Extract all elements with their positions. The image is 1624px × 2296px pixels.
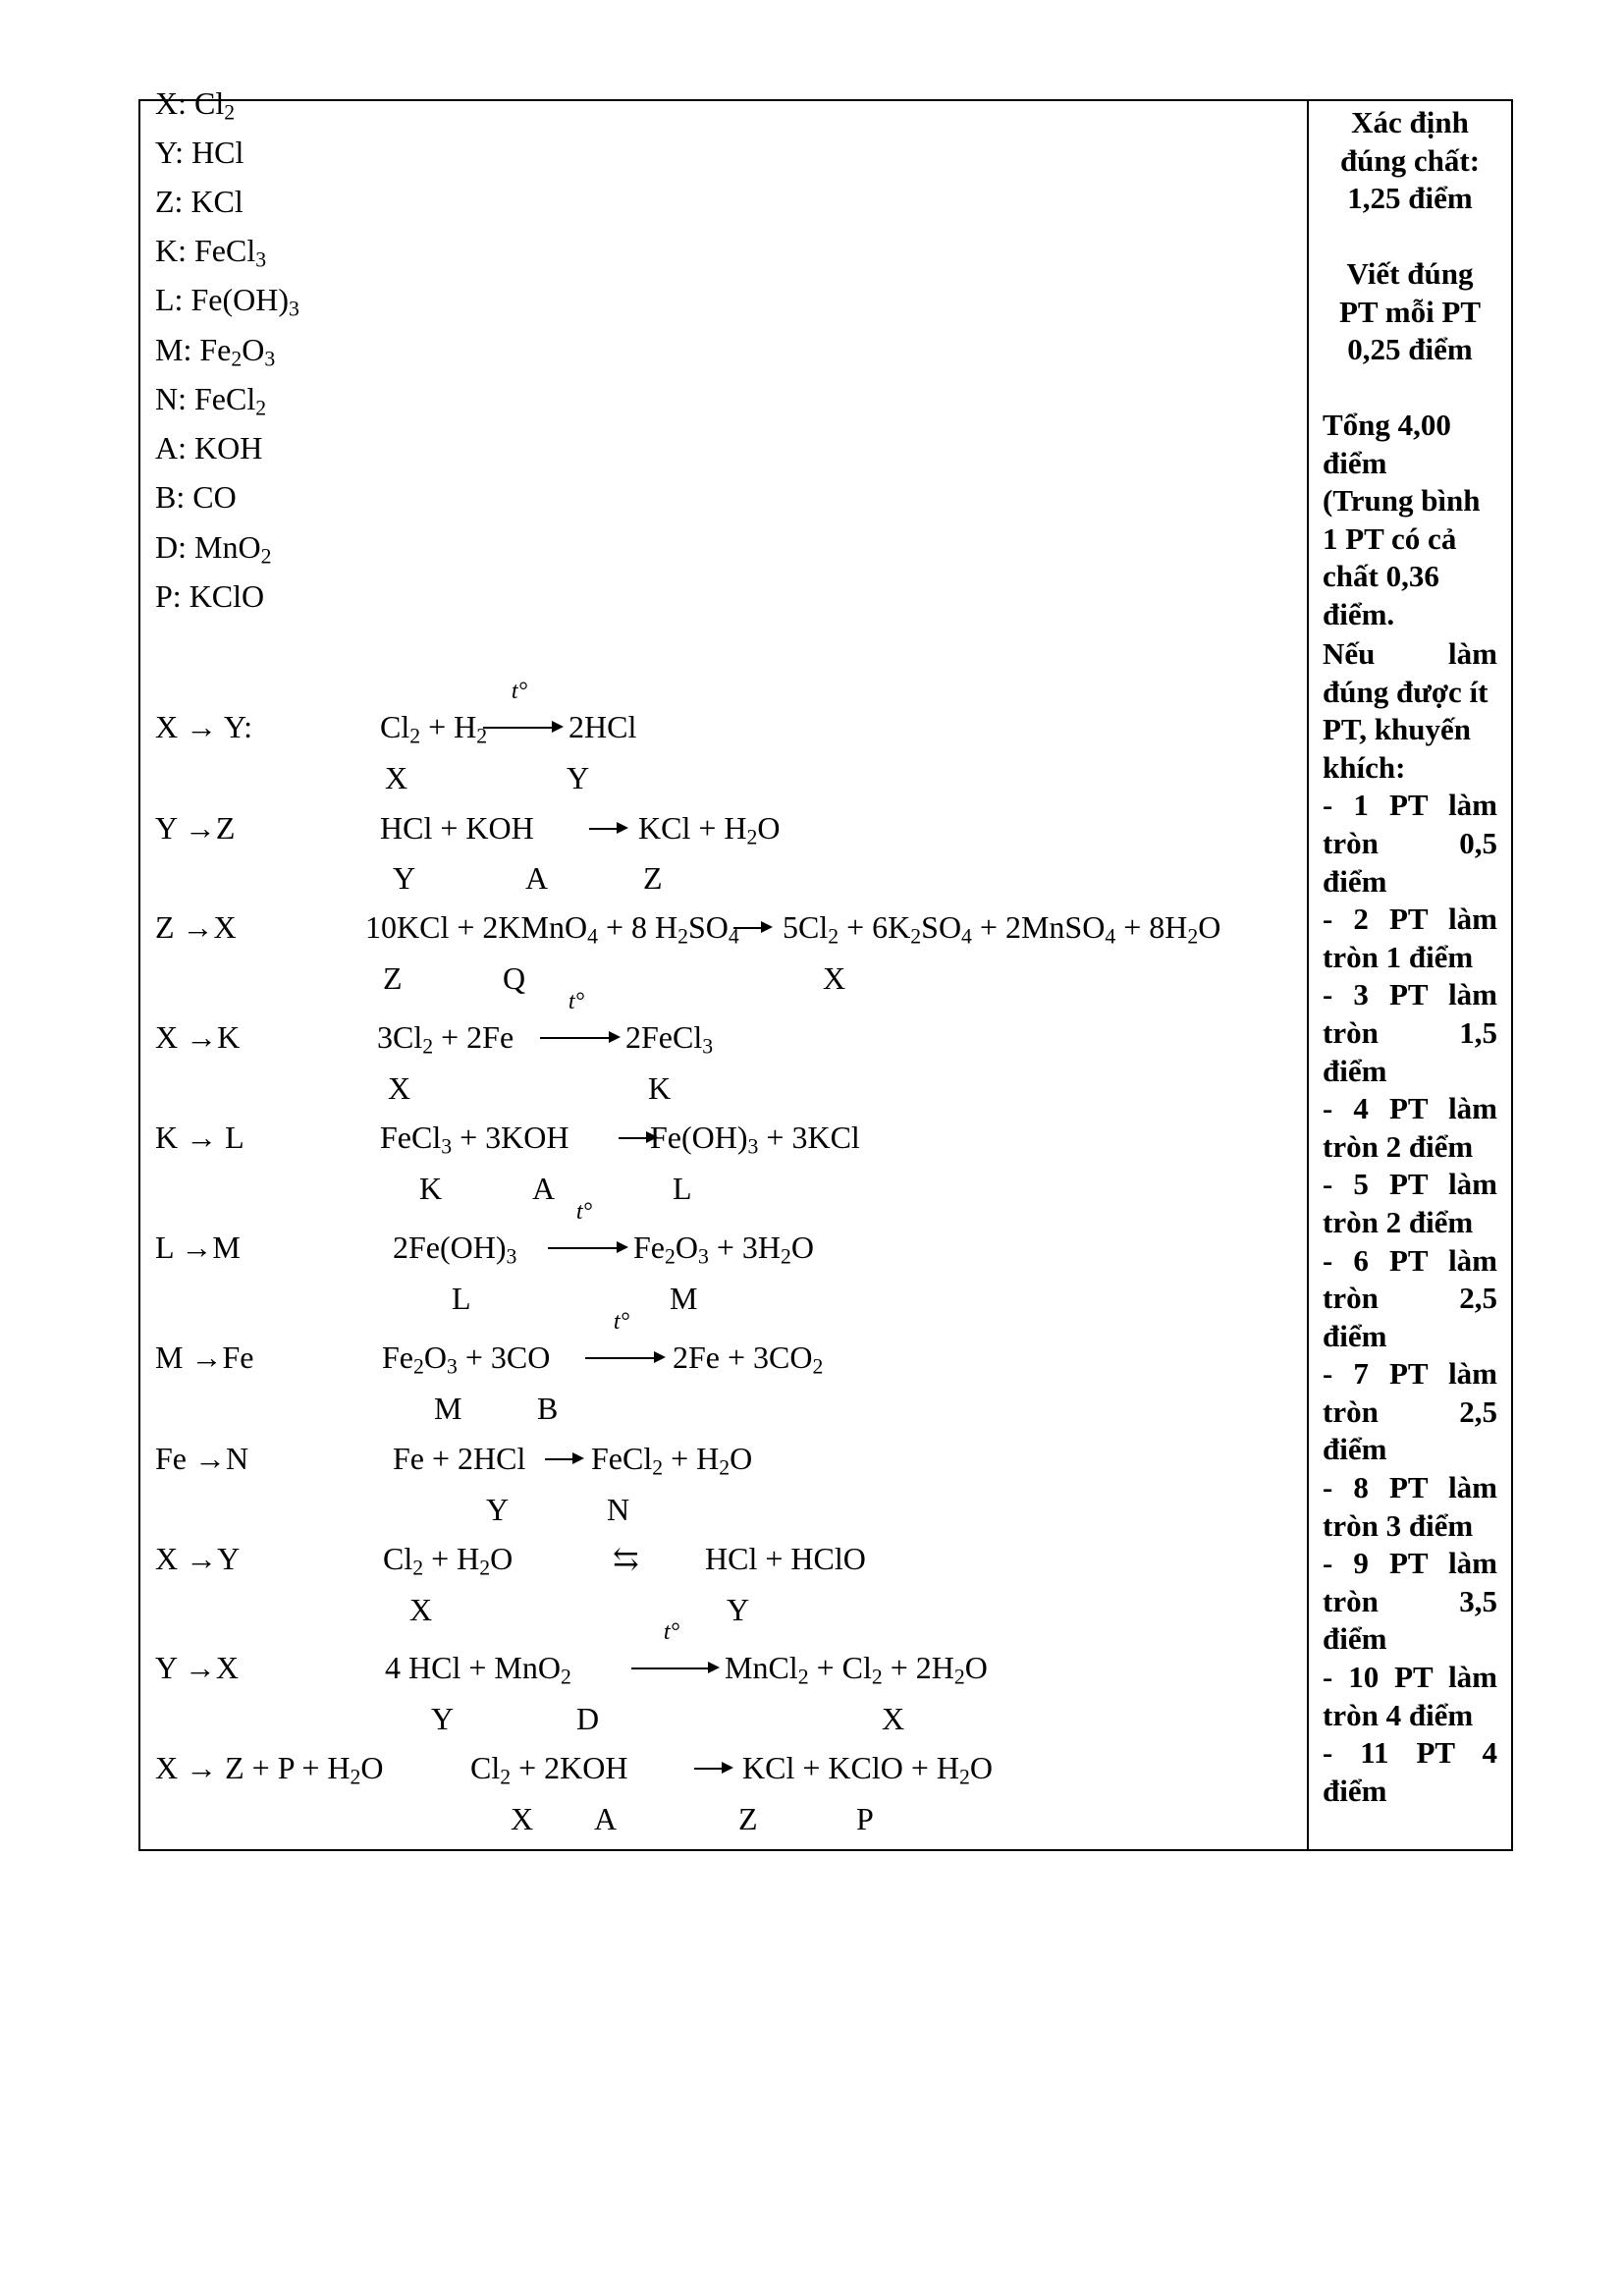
species-letter: A [525, 860, 549, 896]
reaction-arrow-icon [589, 813, 628, 843]
scoring-line: chất 0,36 [1323, 559, 1439, 594]
formula-text: + 3CO [457, 1339, 551, 1375]
subscript: 3 [506, 1244, 517, 1269]
formula-text: X →K [155, 1019, 241, 1055]
formula-text: + 2KOH [511, 1750, 628, 1785]
scoring-rule-line: - 4 PT làm [1323, 1091, 1497, 1126]
formula-text: KClO [189, 578, 265, 614]
formula-text: KCl + KClO + H [742, 1750, 959, 1785]
formula-text: O [790, 1230, 814, 1265]
formula-text: X → Y: [155, 709, 252, 744]
formula-text: + 2Fe [433, 1019, 514, 1055]
formula-text: Cl [470, 1750, 501, 1785]
subscript: 3 [702, 1034, 714, 1059]
scoring-rule-line: Nếu làm [1323, 636, 1497, 671]
definition-row [155, 381, 267, 420]
scoring-line: đúng chất: [1339, 142, 1481, 178]
formula-text: 10KCl + 2KMnO [365, 909, 588, 945]
scoring-rule-line: PT, khuyến [1323, 712, 1472, 747]
definition-row [155, 135, 244, 170]
scoring-rule-line: tròn 2 điểm [1323, 1128, 1474, 1164]
answer-column [140, 85, 1307, 1849]
reactants [393, 1441, 525, 1476]
formula-text: 2FeCl [625, 1019, 703, 1055]
answer-table [138, 85, 1513, 1851]
species-letter: X [388, 1070, 411, 1106]
species-letter: B [537, 1391, 559, 1426]
scoring-rule-line: khích: [1323, 749, 1406, 785]
formula-text: FeCl [194, 381, 256, 416]
subscript: 2 [797, 1665, 809, 1689]
definition-symbol: P: [155, 578, 189, 614]
species-letter: Y [393, 860, 416, 896]
subscript: 2 [255, 396, 267, 420]
species-letter: N [607, 1492, 630, 1527]
scoring-rule-line: tròn 2,5 [1323, 1281, 1497, 1316]
subscript: 2 [560, 1665, 571, 1689]
subscript: 2 [231, 347, 243, 371]
formula-text: + 2H [882, 1650, 954, 1685]
species-letter: A [594, 1801, 618, 1836]
formula-text: FeCl [194, 233, 256, 268]
species-letter: Q [503, 960, 526, 996]
reactants [470, 1750, 628, 1789]
reaction-label [155, 810, 235, 846]
scoring-rule-line: - 10 PT làm [1323, 1660, 1497, 1695]
subscript: 4 [1105, 924, 1116, 949]
subscript: 2 [719, 1455, 731, 1480]
heat-condition: t° [575, 1199, 593, 1225]
reaction-label [155, 1441, 248, 1476]
scoring-line: 0,25 điểm [1347, 332, 1473, 366]
products [625, 1019, 714, 1059]
scoring-line: Xác định [1351, 105, 1469, 139]
scoring-rule-line: - 6 PT làm [1323, 1242, 1497, 1278]
reaction-label [155, 1650, 239, 1685]
subscript: 2 [781, 1244, 791, 1269]
species-letter: Y [727, 1592, 750, 1627]
scoring-line: PT mỗi PT [1338, 294, 1482, 329]
formula-text: Y →X [155, 1650, 240, 1685]
formula-text: Fe [199, 332, 232, 367]
scoring-block [1309, 104, 1511, 218]
subscript: 2 [479, 1556, 491, 1580]
scoring-line: 1 PT có cả [1323, 520, 1457, 556]
subscript: 2 [413, 1354, 424, 1379]
scoring-line: điểm [1323, 445, 1387, 480]
scoring-line: 1,25 điểm [1347, 181, 1473, 215]
reaction-arrow-icon [545, 1444, 584, 1473]
species-letter: Y [567, 760, 590, 795]
subscript: 2 [476, 724, 488, 748]
products [673, 1339, 824, 1379]
scoring-rule-line: - 8 PT làm [1323, 1470, 1497, 1505]
definition-row [155, 233, 267, 272]
formula-text: O [242, 332, 265, 367]
formula-text: + Cl [808, 1650, 872, 1685]
scoring-rule-line: tròn 2,5 [1323, 1394, 1497, 1429]
reaction-label [155, 1120, 244, 1155]
formula-text: O [423, 1339, 447, 1375]
formula-text: 3Cl [377, 1019, 423, 1055]
species-letter: Z [643, 860, 663, 896]
reactants [365, 909, 739, 949]
reaction-arrow-icon [733, 912, 773, 942]
scoring-rule-line: tròn 1 điểm [1323, 939, 1474, 974]
formula-text: CO [192, 479, 237, 515]
formula-text: O [969, 1750, 993, 1785]
definition-symbol: L: [155, 282, 191, 317]
formula-text: Fe(OH) [190, 282, 289, 317]
formula-text: 2HCl [568, 709, 637, 744]
formula-text: Y →Z [155, 810, 236, 846]
definition-symbol: B: [155, 479, 193, 515]
scoring-rule-line: tròn 4 điểm [1323, 1697, 1474, 1732]
subscript: 2 [871, 1665, 883, 1689]
formula-text: FeCl [380, 1120, 442, 1155]
subscript: 2 [677, 924, 688, 949]
formula-text: + H [423, 1541, 480, 1576]
scoring-rule-line: tròn 3 điểm [1323, 1507, 1474, 1543]
products [705, 1541, 866, 1576]
scoring-rule-line: - 2 PT làm [1323, 902, 1497, 937]
formula-text: HCl + KOH [380, 810, 534, 846]
reactants [380, 810, 534, 846]
reactants [380, 1120, 569, 1159]
species-letter: L [452, 1281, 471, 1316]
species-letter: X [385, 760, 408, 795]
subscript: 2 [409, 724, 421, 748]
formula-text: K → L [155, 1120, 244, 1155]
formula-text: FeCl [591, 1441, 653, 1476]
scoring-rule-line: điểm [1323, 1621, 1387, 1657]
reaction-arrow-icon [694, 1753, 733, 1782]
species-letter: Y [486, 1492, 510, 1527]
formula-text: O [1198, 909, 1221, 945]
definition-symbol: Y: [155, 135, 192, 170]
subscript: 2 [350, 1765, 361, 1789]
formula-text: O [964, 1650, 988, 1685]
reaction-label [155, 1230, 241, 1265]
subscript: 2 [224, 100, 236, 125]
definition-symbol: D: [155, 529, 194, 565]
definition-row [155, 332, 276, 371]
definition-symbol: A: [155, 430, 194, 465]
formula-text: O [730, 1441, 753, 1476]
species-letter: Z [738, 1801, 758, 1836]
subscript: 2 [910, 924, 922, 949]
formula-text: + 3H [708, 1230, 782, 1265]
scoring-rule-line: - 5 PT làm [1323, 1167, 1497, 1202]
definition-row [155, 529, 272, 569]
subscript: 2 [828, 924, 839, 949]
scoring-rule-line: điểm [1323, 1773, 1387, 1808]
formula-text: + H [663, 1441, 720, 1476]
formula-text: HCl + HClO [705, 1541, 866, 1576]
products [783, 909, 1221, 949]
formula-text: X → Z + P + H [155, 1750, 351, 1785]
definition-symbol: K: [155, 233, 194, 268]
scoring-block [1309, 255, 1511, 369]
formula-text: MnCl [725, 1650, 798, 1685]
products [725, 1650, 988, 1689]
formula-text: SO [687, 909, 729, 945]
scoring-column [1309, 101, 1511, 1849]
heat-condition: t° [568, 989, 585, 1014]
formula-text: Fe(OH) [650, 1120, 748, 1155]
scoring-rule-line: tròn 3,5 [1323, 1583, 1497, 1618]
scoring-rule-line: đúng được ít [1323, 674, 1489, 709]
products [591, 1441, 753, 1480]
products [568, 709, 636, 744]
formula-text: + 8H [1115, 909, 1188, 945]
formula-text: KCl [190, 184, 244, 219]
heat-arrow-icon [548, 1199, 628, 1262]
scoring-rule-line: tròn 2 điểm [1323, 1204, 1474, 1239]
formula-text: Z →X [155, 909, 237, 945]
formula-text: + 6K [839, 909, 911, 945]
definition-row [155, 184, 244, 219]
subscript: 2 [652, 1455, 664, 1480]
subscript: 2 [260, 544, 272, 569]
formula-text: + 3KCl [758, 1120, 860, 1155]
species-letter: X [823, 960, 846, 996]
reactants [382, 1339, 551, 1379]
formula-text: SO [921, 909, 962, 945]
scoring-line: điểm. [1323, 596, 1395, 631]
formula-text: KCl + H [638, 810, 747, 846]
heat-condition: t° [511, 679, 528, 704]
reactants [377, 1019, 514, 1059]
species-letter: L [673, 1171, 692, 1206]
reaction-label [155, 709, 252, 744]
species-letter: P [856, 1801, 874, 1836]
species-letter: X [511, 1801, 534, 1836]
subscript: 3 [446, 1354, 458, 1379]
species-letter: X [409, 1592, 433, 1627]
subscript: 2 [812, 1354, 824, 1379]
scoring-rule-line: - 7 PT làm [1323, 1356, 1497, 1392]
species-letter: D [576, 1701, 600, 1736]
species-letter: M [434, 1391, 462, 1426]
definition-symbol: Z: [155, 184, 191, 219]
reactants [385, 1650, 571, 1689]
formula-text: Fe + 2HCl [393, 1441, 526, 1476]
subscript: 2 [500, 1765, 512, 1789]
subscript: 4 [728, 924, 739, 949]
products [638, 810, 781, 849]
formula-text: KOH [194, 430, 263, 465]
formula-text: O [360, 1750, 384, 1785]
definition-symbol: X: [155, 85, 194, 121]
formula-text: MnO [194, 529, 261, 565]
species-letter: Z [383, 960, 403, 996]
formula-text: + 8 H [597, 909, 678, 945]
scoring-rule-line: tròn 0,5 [1323, 825, 1497, 860]
scoring-block [1309, 407, 1511, 634]
definition-row [155, 430, 262, 465]
subscript: 2 [746, 825, 758, 849]
formula-text: L →M [155, 1230, 241, 1265]
heat-condition: t° [613, 1309, 630, 1335]
subscript: 2 [959, 1765, 970, 1789]
formula-text: X →Y [155, 1541, 241, 1576]
definition-row [155, 479, 237, 515]
subscript: 3 [441, 1134, 453, 1159]
subscript: 3 [747, 1134, 759, 1159]
species-letter: K [419, 1171, 443, 1206]
definition-symbol: M: [155, 332, 200, 367]
formula-text: 2Fe(OH) [393, 1230, 507, 1265]
subscript: 4 [961, 924, 972, 949]
species-letter: X [882, 1701, 905, 1736]
formula-text: M →Fe [155, 1339, 254, 1375]
subscript: 2 [665, 1244, 676, 1269]
subscript: 2 [412, 1556, 424, 1580]
subscript: 3 [264, 347, 276, 371]
subscript: 3 [288, 297, 299, 321]
formula-text: Fe →N [155, 1441, 249, 1476]
scoring-rule-line: điểm [1323, 1318, 1387, 1353]
scoring-line: Viết đúng [1346, 256, 1474, 291]
formula-text: + H [420, 709, 477, 744]
scoring-rule-line: - 1 PT làm [1323, 788, 1497, 823]
formula-text: 5Cl [783, 909, 829, 945]
products [742, 1750, 993, 1789]
formula-text: + 3KOH [452, 1120, 569, 1155]
formula-text: O [757, 810, 781, 846]
scoring-rule-line: điểm [1323, 1432, 1387, 1467]
heat-arrow-icon [483, 679, 564, 741]
reaction-label [155, 1339, 253, 1375]
heat-arrow-icon [585, 1309, 666, 1372]
scoring-rule-line: - 9 PT làm [1323, 1546, 1497, 1581]
reactants [393, 1230, 517, 1269]
heat-condition: t° [663, 1619, 680, 1645]
formula-text: O [490, 1541, 514, 1576]
products [650, 1120, 860, 1159]
scoring-rule-line: tròn 1,5 [1323, 1014, 1497, 1050]
reaction-label [155, 909, 237, 945]
definition-row [155, 578, 264, 614]
reaction-label [155, 1019, 240, 1055]
scoring-rule-line: điểm [1323, 1053, 1387, 1088]
equilibrium-arrow-icon: ⇆ [613, 1541, 639, 1576]
scoring-line: Tổng 4,00 [1323, 408, 1451, 442]
heat-arrow-icon [631, 1619, 720, 1682]
heat-arrow-icon [540, 989, 621, 1052]
subscript: 3 [255, 247, 267, 272]
formula-text: Cl [194, 85, 225, 121]
reaction-label [155, 1541, 240, 1576]
subscript: 4 [587, 924, 598, 949]
formula-text: Fe [633, 1230, 665, 1265]
subscript: 2 [1187, 924, 1199, 949]
reaction-label [155, 1750, 384, 1789]
scoring-rule-line: - 3 PT làm [1323, 977, 1497, 1012]
scoring-line: (Trung bình [1323, 483, 1481, 519]
formula-text: Cl [380, 709, 410, 744]
subscript: 2 [953, 1665, 965, 1689]
definition-symbol: N: [155, 381, 194, 416]
reactants [380, 709, 488, 748]
species-letter: A [532, 1171, 556, 1206]
scoring-rule-line: điểm [1323, 863, 1387, 899]
species-letter: M [670, 1281, 698, 1316]
subscript: 2 [422, 1034, 434, 1059]
definition-row [155, 282, 299, 321]
formula-text: O [675, 1230, 698, 1265]
subscript: 3 [697, 1244, 709, 1269]
products [633, 1230, 814, 1269]
species-letter: K [648, 1070, 672, 1106]
species-letter: Y [431, 1701, 455, 1736]
formula-text: 2Fe + 3CO [673, 1339, 813, 1375]
scoring-rule-line: - 11 PT 4 [1323, 1735, 1497, 1771]
formula-text: HCl [191, 135, 244, 170]
definition-row [155, 85, 236, 125]
formula-text: + 2MnSO [971, 909, 1106, 945]
formula-text: 4 HCl + MnO [385, 1650, 561, 1685]
formula-text: Cl [383, 1541, 413, 1576]
formula-text: Fe [382, 1339, 413, 1375]
reactants [383, 1541, 514, 1580]
scoring-rules [1309, 635, 1511, 1810]
